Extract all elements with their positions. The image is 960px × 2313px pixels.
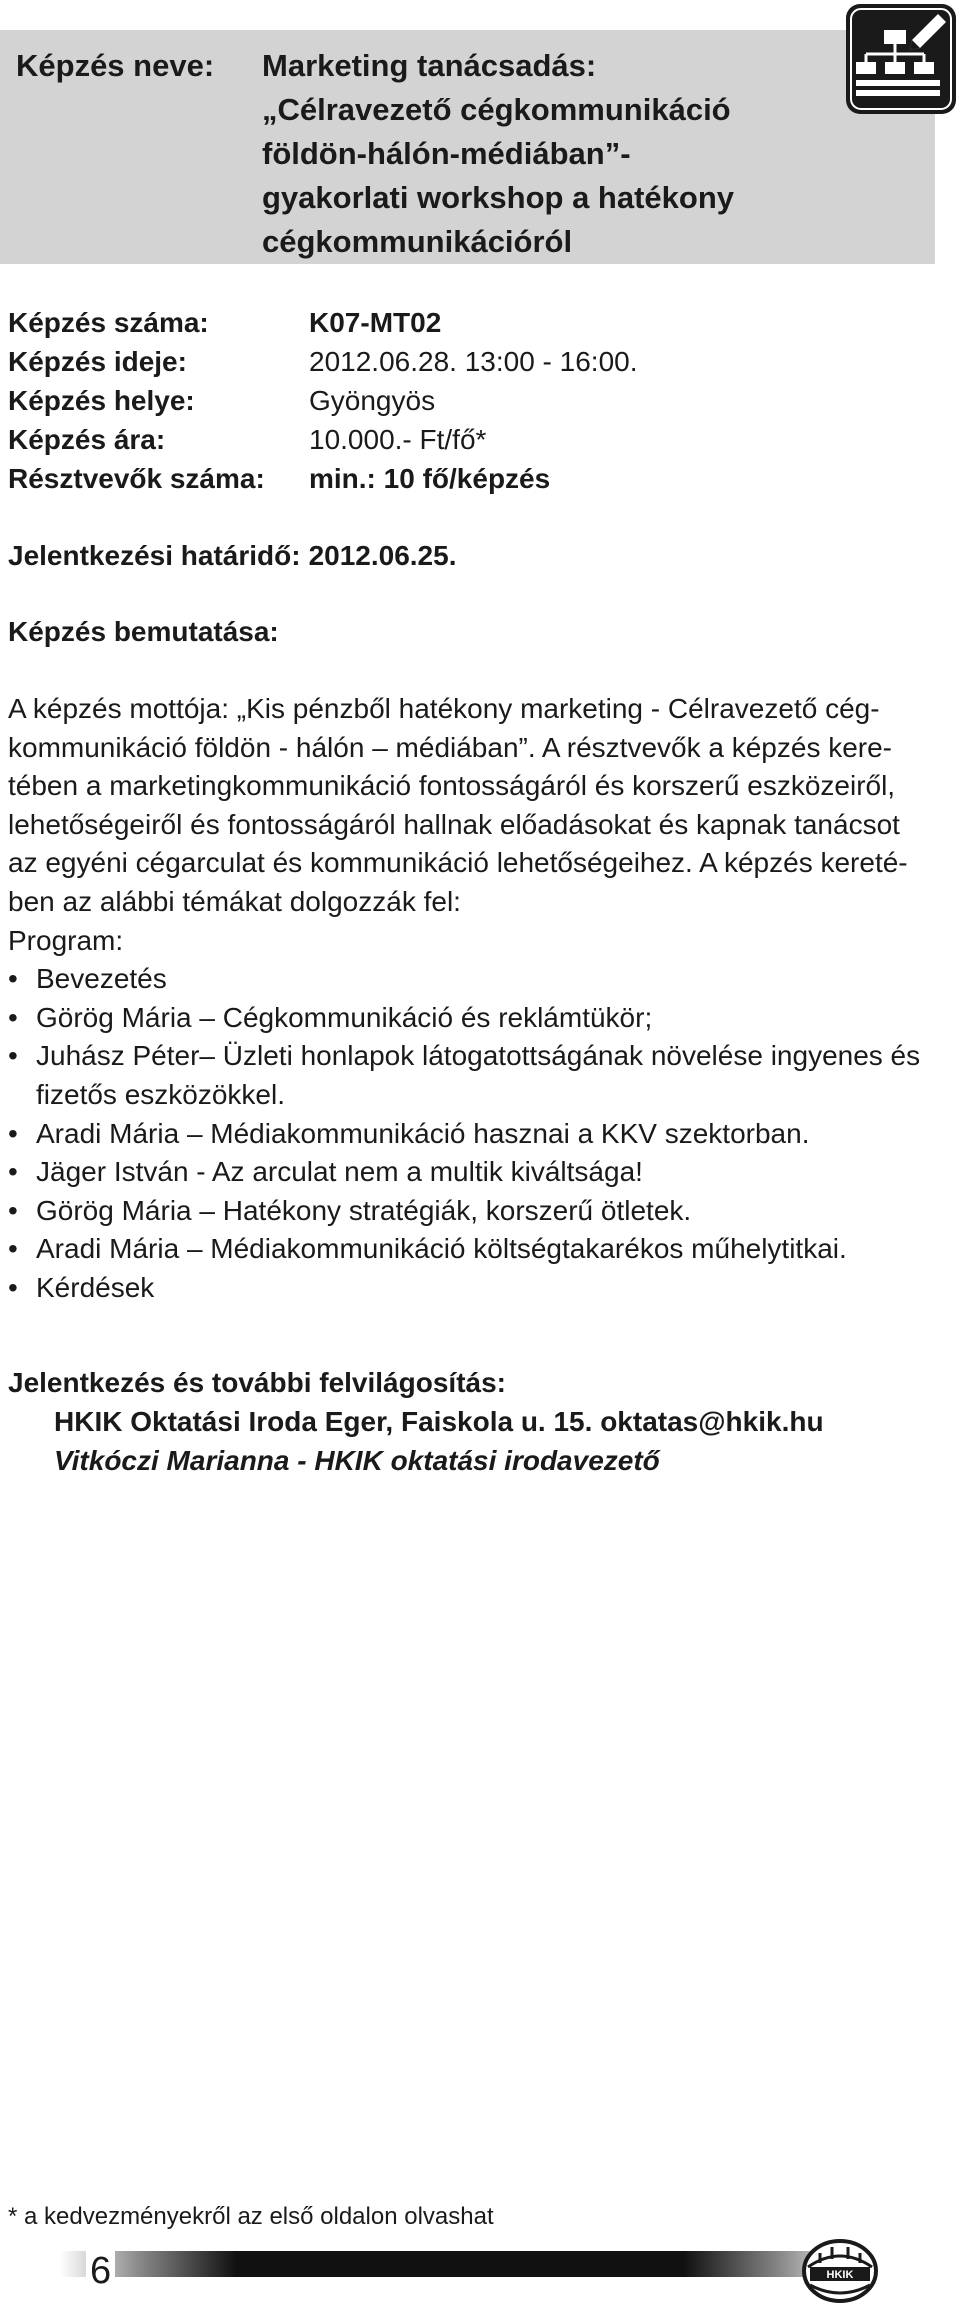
course-name-line: „Célravezető cégkommunikáció	[262, 92, 731, 127]
footer-bar	[60, 2251, 860, 2277]
contact-section	[8, 1363, 824, 1480]
program-label: Program:	[8, 924, 124, 956]
program-list	[8, 960, 938, 1307]
training-org-chart-icon	[842, 0, 960, 118]
detail-label: Résztvevők száma:	[8, 463, 265, 494]
description-line: lehetőségeiről és fontosságáról hallnak előadásokat és kapnak tanácsot	[8, 808, 900, 840]
program-item: • Görög Mária – Cégkommunikáció és reklámtükör;	[8, 999, 938, 1038]
registration-deadline	[8, 540, 456, 572]
detail-value: 2012.06.28. 13:00 - 16:00.	[309, 346, 638, 377]
page-number: 6	[86, 2247, 115, 2295]
detail-value: Gyöngyös	[309, 385, 436, 416]
description-line: ben az alábbi témákat dolgozzák fel:	[8, 885, 461, 917]
contact-heading: Jelentkezés és további felvilágosítás:	[8, 1367, 506, 1398]
detail-label: Képzés ára:	[8, 424, 166, 455]
description-line: tében a marketingkommunikáció fontosságáról és korszerű eszközeiről,	[8, 770, 896, 802]
description-line: az egyéni cégarculat és kommunikáció lehetőségeihez. A képzés kereté-	[8, 847, 908, 879]
description-line: kommunikáció földön - hálón – médiában”. A résztvevők a képzés kere-	[8, 731, 893, 763]
logo-text: HKIK	[826, 2269, 854, 2281]
description-line: A képzés mottója: „Kis pénzből hatékony marketing - Célravezető cég-	[8, 693, 880, 724]
detail-value: min.: 10 fő/képzés	[309, 463, 551, 494]
program-item: • Bevezetés	[8, 960, 938, 999]
program-item: • Jäger István - Az arculat nem a multik kiváltsága!	[8, 1153, 938, 1192]
deadline-value: 2012.06.25.	[308, 540, 457, 571]
detail-label: Képzés száma:	[8, 307, 209, 338]
hkik-logo	[800, 2237, 880, 2305]
detail-label: Képzés helye:	[8, 385, 195, 416]
course-name	[262, 44, 822, 264]
program-item: • Kérdések	[8, 1269, 938, 1308]
detail-value: 10.000.- Ft/fő*	[309, 424, 487, 455]
course-name-line: földön-hálón-médiában”-	[262, 136, 631, 171]
program-item: • Görög Mária – Hatékony stratégiák, korszerű ötletek.	[8, 1192, 938, 1231]
detail-label: Képzés ideje:	[8, 346, 187, 377]
contact-person: Vitkóczi Marianna - HKIK oktatási irodavezető	[54, 1445, 660, 1476]
program-item: • Juhász Péter– Üzleti honlapok látogatottságának növelése ingyenes és	[8, 1037, 938, 1076]
deadline-label: Jelentkezési határidő:	[8, 540, 301, 571]
program-item: • Aradi Mária – Médiakommunikáció költségtakarékos műhelytitkai.	[8, 1230, 938, 1269]
intro-heading: Képzés bemutatása:	[8, 616, 279, 647]
program-item: • Aradi Mária – Médiakommunikáció hasznai a KKV szektorban.	[8, 1115, 938, 1154]
contact-address: HKIK Oktatási Iroda Eger, Faiskola u. 15. oktatas@hkik.hu	[54, 1406, 824, 1437]
program-item-continuation: fizetős eszközökkel.	[36, 1078, 285, 1110]
course-description	[8, 690, 938, 1308]
detail-value: K07-MT02	[309, 307, 442, 338]
course-name-line: cégkommunikációról	[262, 224, 573, 259]
footnote: * a kedvezményekről az első oldalon olvashat	[8, 2203, 494, 2230]
course-name-line: Marketing tanácsadás:	[262, 48, 597, 83]
course-name-label: Képzés neve:	[16, 48, 215, 83]
course-name-line: gyakorlati workshop a hatékony	[262, 180, 735, 215]
